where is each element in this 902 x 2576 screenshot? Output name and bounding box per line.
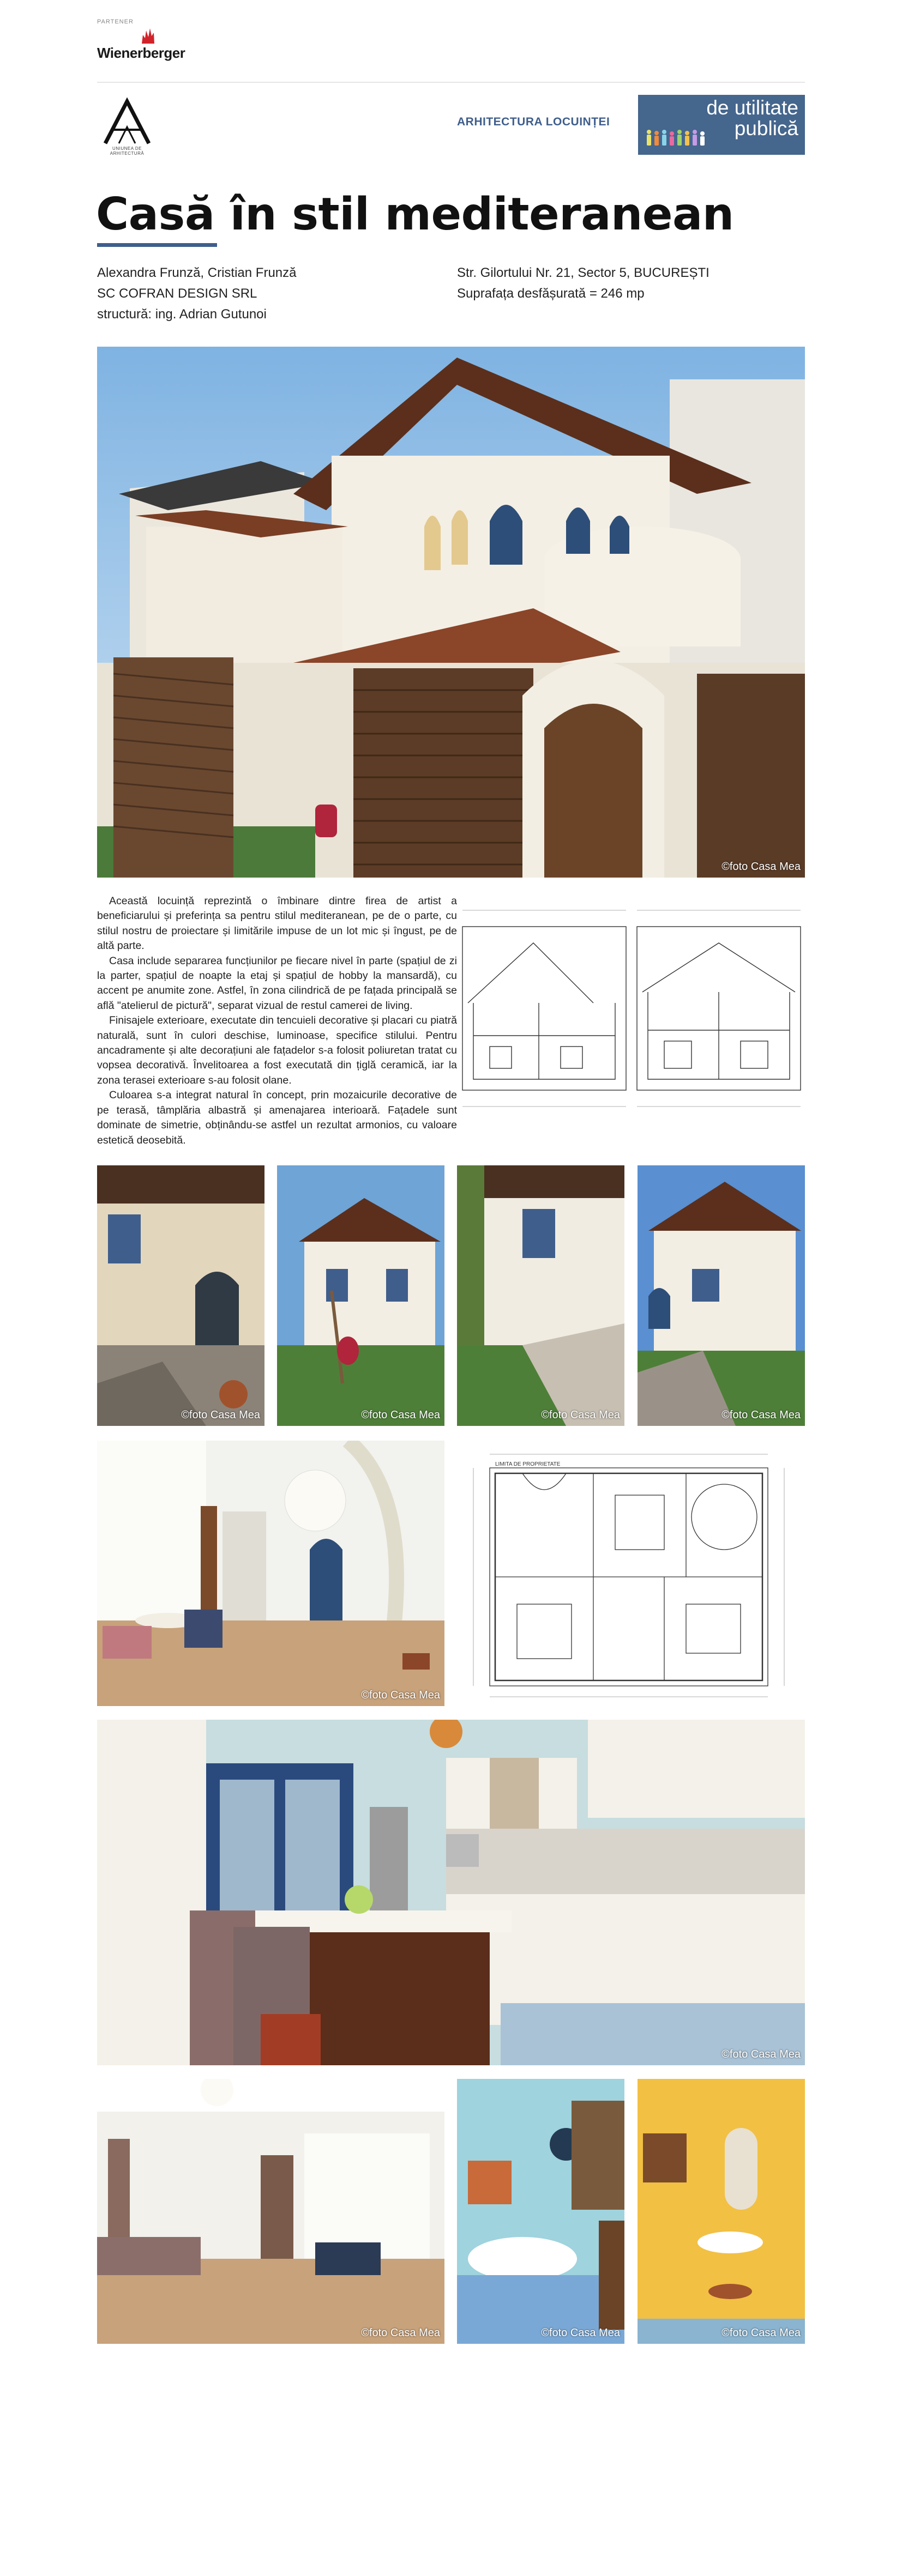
floor-plan-image — [457, 1441, 805, 1706]
structure-engineer: structură: ing. Adrian Gutunoi — [97, 307, 267, 322]
floor-plan[interactable] — [457, 1441, 805, 1706]
association-logo[interactable] — [97, 97, 157, 157]
photo-garden-swing[interactable] — [277, 1165, 444, 1426]
built-area: Suprafața desfășurată = 246 mp — [457, 286, 645, 301]
header-divider — [97, 82, 805, 83]
photo-backyard-terrace[interactable] — [457, 1165, 624, 1426]
article-body — [97, 894, 457, 1148]
credits-right — [457, 263, 709, 304]
backyard-image — [457, 1165, 624, 1426]
people-icon — [645, 129, 726, 147]
photo-credit: ©foto Casa Mea — [181, 1409, 260, 1421]
association-logo-icon — [97, 97, 157, 146]
section-drawings[interactable] — [457, 894, 805, 1128]
rear-facade-image — [638, 1165, 805, 1426]
photo-credit: ©foto Casa Mea — [541, 1409, 620, 1421]
category-label[interactable]: ARHITECTURA LOCUINȚEI — [457, 116, 610, 128]
kitchen-image — [97, 1720, 805, 2065]
photo-dining-living[interactable] — [97, 2079, 444, 2344]
dining-image — [97, 2079, 444, 2344]
garden-image — [277, 1165, 444, 1426]
architects: Alexandra Frunză, Cristian Frunză — [97, 265, 297, 280]
address: Str. Gilortului Nr. 21, Sector 5, BUCUREȘTI — [457, 265, 709, 280]
photo-credit: ©foto Casa Mea — [361, 2327, 440, 2339]
section-drawing-image — [457, 894, 805, 1128]
photo-guest-bathroom[interactable] — [638, 2079, 805, 2344]
paragraph-1: Această locuință reprezintă o îmbinare dintre firea de artist a beneficiarului și preferința sa pentru stilul mediteranean, pe de o parte, cu stilul nostru de proiectare și limitările impuse de un lot mic și îngust, pe de altă parte. — [97, 895, 457, 952]
photo-credit: ©foto Casa Mea — [361, 1409, 440, 1421]
paragraph-3: Finisajele exterioare, executate din tencuieli decorative și placari cu piatră naturală, sunt în culori deschise, luminoase, specifice stilului. Pentru ancadramente și alte decorațiuni ale fațadelor s-a folosit poliuretan tratat cu vopsea decorativă. Învelitoarea a fost executată din țiglă ceramică, iar la zona terasei exterioare s-au folosit olane. — [97, 1014, 457, 1086]
title-underline — [97, 243, 217, 247]
living-room-image — [97, 1441, 444, 1706]
public-utility-badge[interactable] — [638, 95, 805, 155]
badge-line-1: de utilitate — [706, 96, 798, 119]
terrace-image — [97, 1165, 264, 1426]
photo-living-room[interactable] — [97, 1441, 444, 1706]
photo-credit: ©foto Casa Mea — [721, 2048, 801, 2060]
sponsor-name: Wienerberger — [97, 45, 185, 61]
article-title: Casă în stil mediteranean — [96, 189, 734, 240]
photo-credit: ©foto Casa Mea — [721, 1409, 801, 1421]
sponsor-label: PARTENER — [97, 19, 134, 25]
photo-kitchen[interactable] — [97, 1720, 805, 2065]
firm: SC COFRAN DESIGN SRL — [97, 286, 257, 301]
photo-rear-facade[interactable] — [638, 1165, 805, 1426]
photo-bathroom[interactable] — [457, 2079, 624, 2344]
paragraph-4: Culoarea s-a integrat natural în concept, prin mozaicurile decorative de pe terasă, tâmplăria albastră și amenajarea interioară. Fațadele sunt dominate de simetrie, obținându-se astfel un rezultat armonios, cu valoare estetică deosebită. — [97, 1089, 457, 1146]
credits-left — [97, 263, 296, 325]
photo-credit: ©foto Casa Mea — [721, 861, 801, 873]
paragraph-2: Casa include separarea funcțiunilor pe fiecare nivel în parte (spațiul de zi la parter, spațiul de noapte la etaj și spațiul de hobby la mansardă), cu accent pe anumite zone. Astfel, în zona cilindrică de pe fațada principală se află "atelierul de pictură", separat vizual de restul camerei de living. — [97, 954, 457, 1012]
flame-icon — [140, 27, 156, 44]
guest-bathroom-image — [638, 2079, 805, 2344]
house-exterior-image — [97, 347, 805, 878]
photo-terrace-stairs[interactable] — [97, 1165, 264, 1426]
photo-credit: ©foto Casa Mea — [541, 2327, 620, 2339]
hero-photo-house-exterior[interactable] — [97, 347, 805, 878]
wienerberger-logo[interactable] — [97, 27, 195, 62]
bathroom-image — [457, 2079, 624, 2344]
photo-credit: ©foto Casa Mea — [721, 2327, 801, 2339]
association-logo-text: UNIUNEA DE ARHITECTURĂ — [110, 146, 145, 156]
badge-line-2: publică — [734, 117, 798, 140]
floor-plan-label: LIMITA DE PROPRIETATE — [495, 1461, 561, 1467]
photo-credit: ©foto Casa Mea — [361, 1689, 440, 1701]
